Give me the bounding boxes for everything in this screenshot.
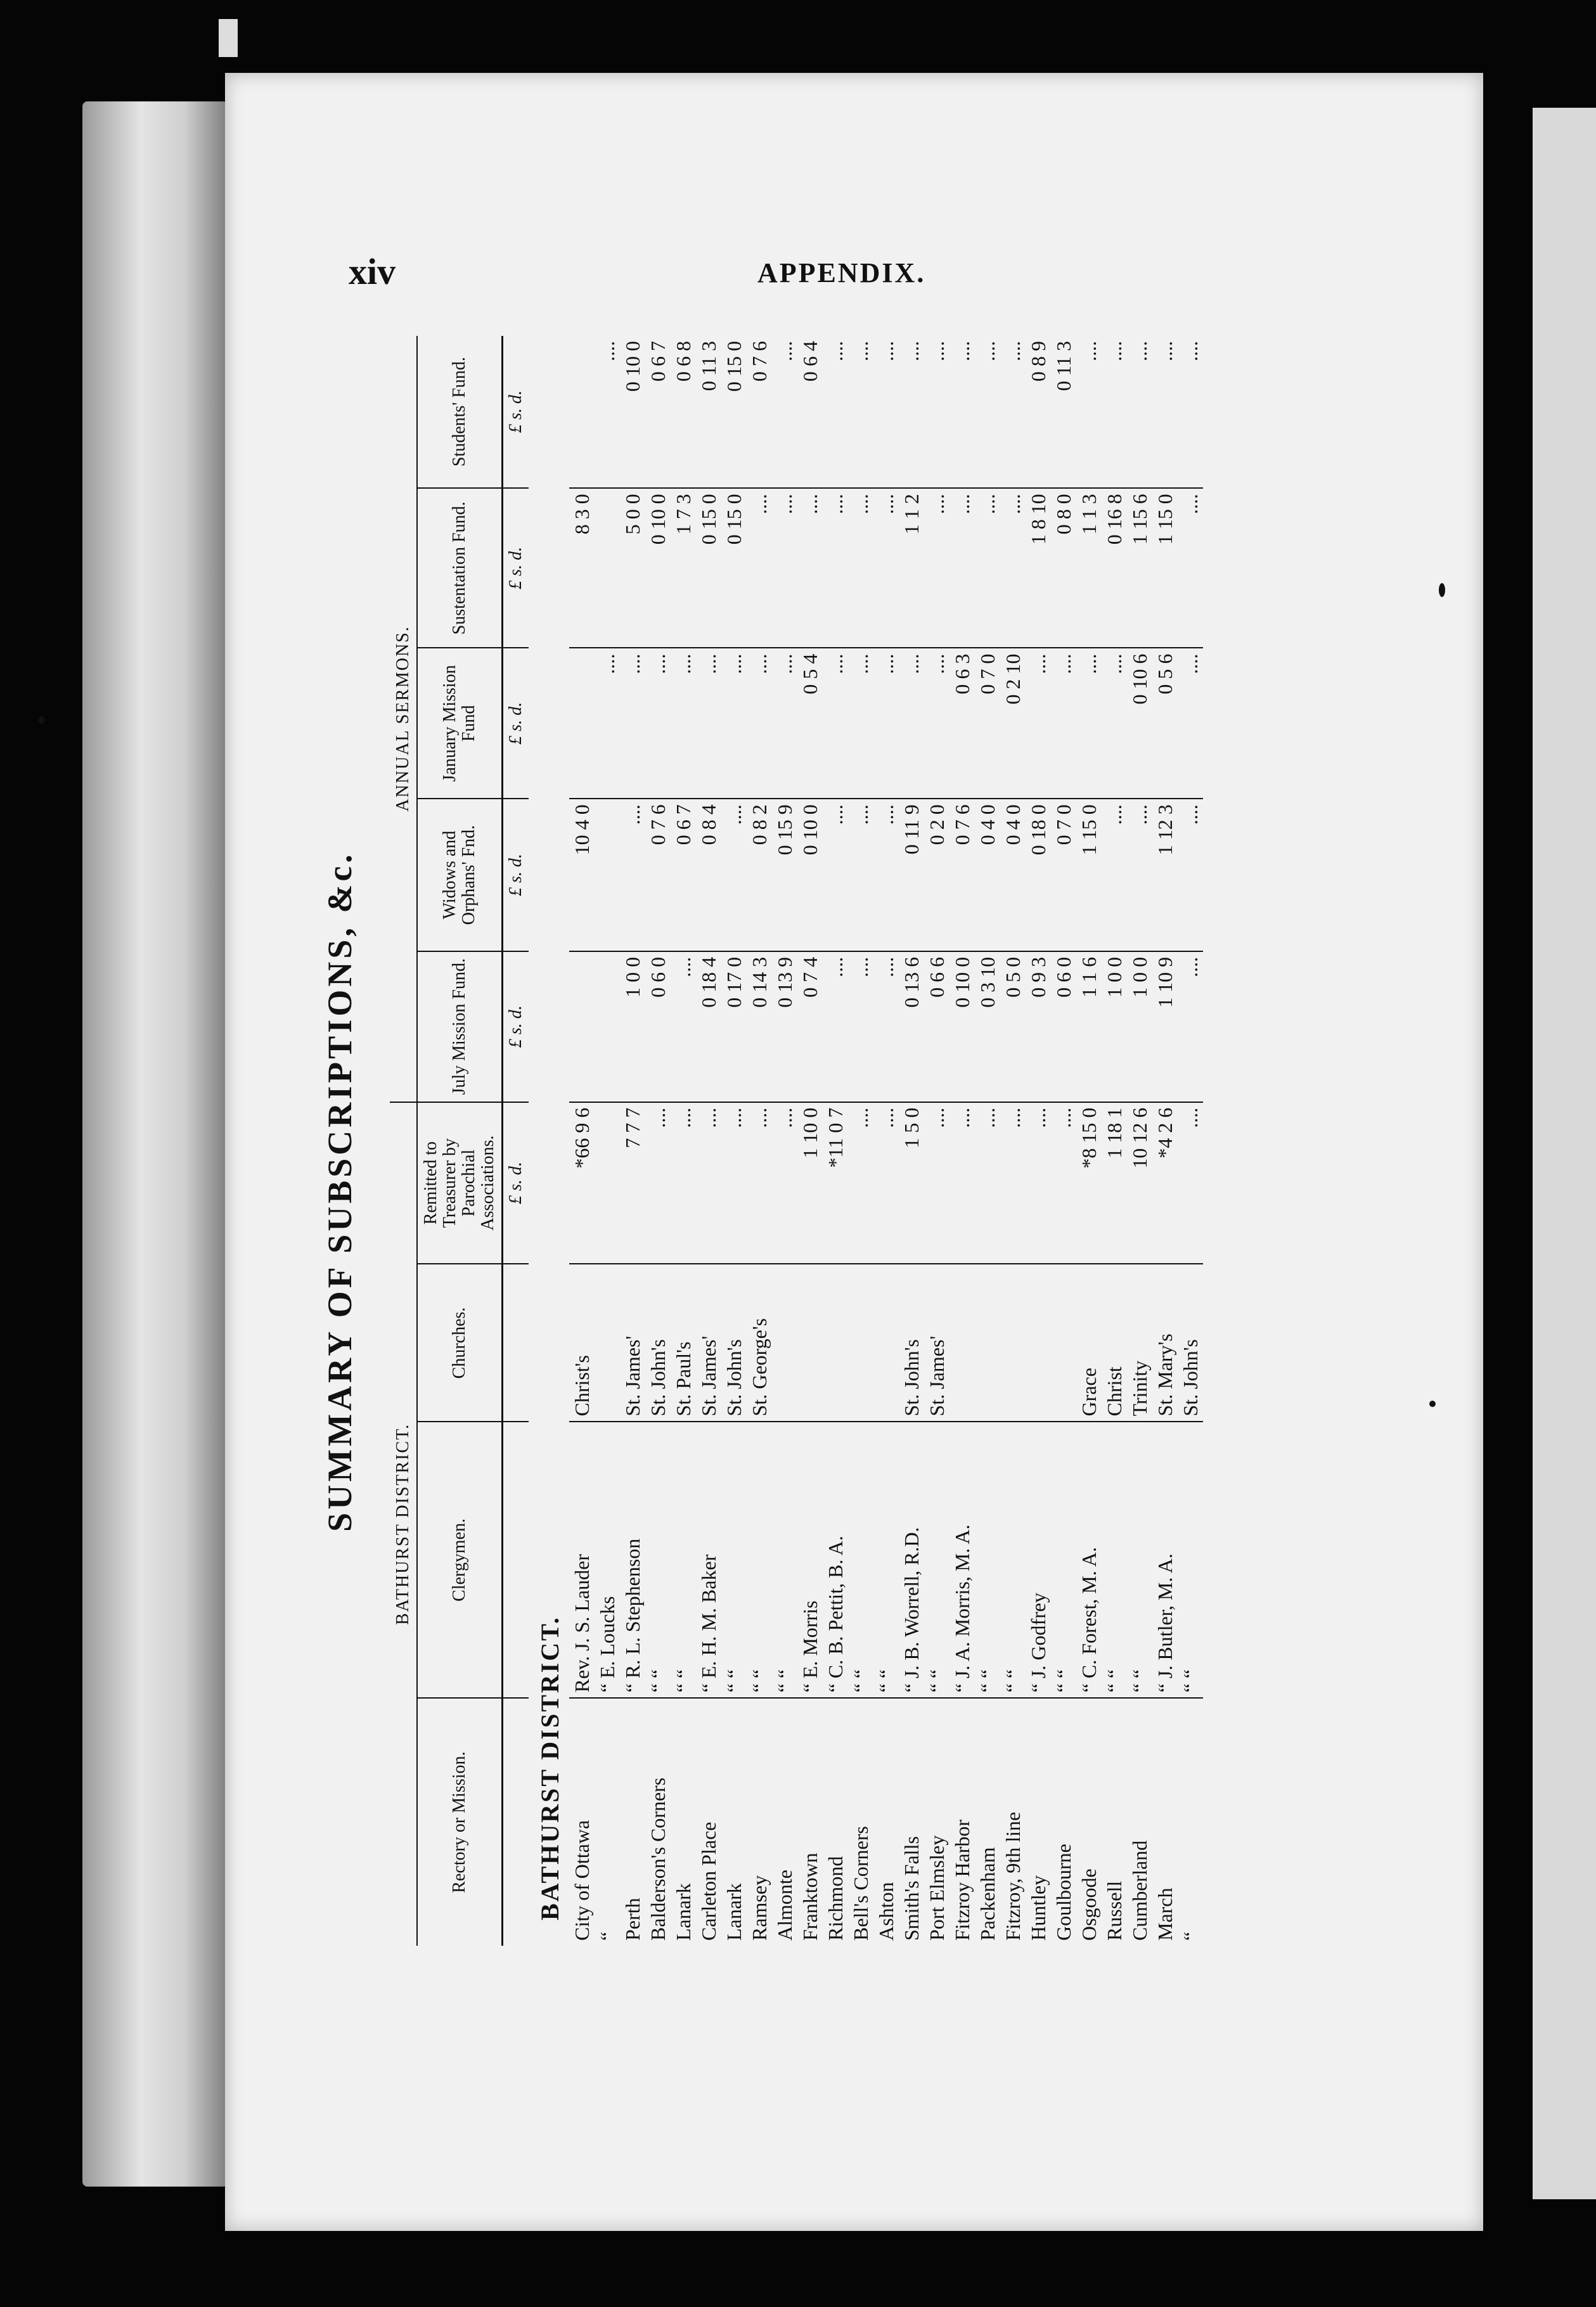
sustentation-fund-cell: .... [848, 488, 873, 648]
col-students: Students' Fund. [417, 336, 503, 488]
january-fund-cell: .... [620, 648, 645, 799]
students-fund-cell: 0 11 3 [1052, 341, 1075, 391]
january-fund-cell [569, 648, 595, 799]
clergyman-cell: “ E. Morris [797, 1422, 823, 1698]
sustentation-fund-cell: 0 15 0 [721, 488, 747, 648]
sustentation-fund-cell: 1 7 3 [671, 488, 696, 648]
units-july: £ s. d. [503, 951, 529, 1102]
table-row [949, 336, 975, 1946]
rectory-cell: Bell's Corners [848, 1698, 873, 1946]
widows-fund-cell: .... [823, 799, 848, 951]
church-cell [595, 1264, 620, 1422]
church-cell: Grace [1076, 1264, 1102, 1422]
clergyman-cell: “ C. Forest, M. A. [1076, 1422, 1102, 1698]
january-fund-cell: .... [1051, 648, 1076, 799]
students-fund-cell: .... [1154, 341, 1176, 361]
january-fund-cell: .... [772, 648, 797, 799]
remitted-cell: .... [671, 1102, 696, 1264]
january-fund-cell: .... [899, 648, 924, 799]
january-fund-cell: .... [823, 648, 848, 799]
church-cell [1000, 1264, 1026, 1422]
table-row [747, 336, 772, 1946]
rectory-cell: City of Ottawa [569, 1698, 595, 1946]
sustentation-fund-cell: 1 15 6 [1127, 488, 1152, 648]
widows-fund-cell: .... [721, 799, 747, 951]
sustentation-fund-cell: 5 0 0 [620, 488, 645, 648]
next-page-edge [1533, 108, 1596, 2199]
rotated-table-block [320, 336, 1296, 2047]
remitted-cell: .... [848, 1102, 873, 1264]
units-remitted: £ s. d. [503, 1102, 529, 1264]
july-fund-cell: 0 14 3 [747, 951, 772, 1102]
table-row [620, 336, 645, 1946]
clergyman-cell: “ J. B. Worrell, R.D. [899, 1422, 924, 1698]
church-cell: St. John's [721, 1264, 747, 1422]
table-row [1051, 336, 1076, 1946]
january-fund-cell: 0 7 0 [975, 648, 1000, 799]
students-fund-cell: 0 6 4 [799, 341, 821, 382]
students-fund-cell: 0 8 9 [1027, 341, 1050, 382]
remitted-cell: *8 15 0 [1076, 1102, 1102, 1264]
july-fund-cell: 0 3 10 [975, 951, 1000, 1102]
church-cell: St. John's [645, 1264, 671, 1422]
sustentation-fund-cell: .... [949, 488, 975, 648]
widows-fund-cell: 0 7 6 [645, 799, 671, 951]
students-fund-cell: .... [824, 341, 847, 361]
church-cell: St. James' [924, 1264, 949, 1422]
rectory-cell: Franktown [797, 1698, 823, 1946]
widows-fund-cell: 0 11 9 [899, 799, 924, 951]
rectory-cell: Huntley [1026, 1698, 1051, 1946]
january-fund-cell: .... [924, 648, 949, 799]
remitted-cell: .... [721, 1102, 747, 1264]
july-fund-cell: 0 7 4 [797, 951, 823, 1102]
table-row [848, 336, 873, 1946]
rectory-cell: Ramsey [747, 1698, 772, 1946]
remitted-cell: .... [747, 1102, 772, 1264]
widows-fund-cell: 0 10 0 [797, 799, 823, 951]
remitted-cell: .... [873, 1102, 899, 1264]
january-fund-cell: .... [873, 648, 899, 799]
clergyman-cell: “ E. H. M. Baker [696, 1422, 721, 1698]
remitted-cell: .... [975, 1102, 1000, 1264]
units-row [503, 336, 529, 1946]
church-cell: St. John's [899, 1264, 924, 1422]
rectory-cell: Ashton [873, 1698, 899, 1946]
students-fund-cell: .... [900, 341, 923, 361]
table-row [569, 336, 595, 1946]
church-cell: St. James' [620, 1264, 645, 1422]
clergyman-cell: “ J. A. Morris, M. A. [949, 1422, 975, 1698]
clergyman-cell: “ J. Butler, M. A. [1152, 1422, 1178, 1698]
remitted-cell: 1 10 0 [797, 1102, 823, 1264]
rectory-cell: Perth [620, 1698, 645, 1946]
church-cell: Christ [1102, 1264, 1127, 1422]
clergyman-cell: Rev. J. S. Lauder [569, 1422, 595, 1698]
table-row [873, 336, 899, 1946]
sustentation-fund-cell: 8 3 0 [569, 488, 595, 648]
clergyman-cell: “ “ [975, 1422, 1000, 1698]
rectory-cell: Goulbourne [1051, 1698, 1076, 1946]
church-cell [797, 1264, 823, 1422]
widows-fund-cell: 0 18 0 [1026, 799, 1051, 951]
january-fund-cell: .... [848, 648, 873, 799]
remitted-cell: .... [696, 1102, 721, 1264]
january-fund-cell: .... [1102, 648, 1127, 799]
ink-spot [38, 716, 44, 724]
remitted-cell: .... [924, 1102, 949, 1264]
sustentation-fund-cell: .... [747, 488, 772, 648]
rectory-cell: Port Elmsley [924, 1698, 949, 1946]
july-fund-cell: .... [848, 951, 873, 1102]
students-fund-cell: .... [976, 341, 999, 361]
table-title: SUMMARY OF SUBSCRIPTIONS, &c. [321, 851, 359, 1532]
church-cell [772, 1264, 797, 1422]
rectory-cell: “ [1178, 1698, 1203, 1946]
sustentation-fund-cell: .... [975, 488, 1000, 648]
july-fund-cell: 1 10 9 [1152, 951, 1178, 1102]
sustentation-fund-cell: 0 10 0 [645, 488, 671, 648]
remitted-cell: *4 2 6 [1152, 1102, 1178, 1264]
sustentation-fund-cell: 1 1 3 [1076, 488, 1102, 648]
ink-spot [1439, 583, 1445, 597]
july-fund-cell: 1 0 0 [1127, 951, 1152, 1102]
july-fund-cell: 0 13 9 [772, 951, 797, 1102]
remitted-cell [595, 1102, 620, 1264]
church-cell: St. George's [747, 1264, 772, 1422]
units-january: £ s. d. [503, 648, 529, 799]
page-number: xiv [349, 251, 396, 292]
table-row [924, 336, 949, 1946]
church-cell [949, 1264, 975, 1422]
col-sustentation: Sustentation Fund. [417, 488, 503, 648]
widows-fund-cell: 0 2 0 [924, 799, 949, 951]
church-cell [975, 1264, 1000, 1422]
january-fund-cell: 0 5 4 [797, 648, 823, 799]
students-fund-cell: .... [596, 341, 619, 361]
january-fund-cell: .... [1026, 648, 1051, 799]
widows-fund-cell: 10 4 0 [569, 799, 595, 951]
remitted-cell: 1 5 0 [899, 1102, 924, 1264]
district-row [529, 336, 569, 1946]
church-cell: Christ's [569, 1264, 595, 1422]
july-fund-cell: 0 9 3 [1026, 951, 1051, 1102]
clergyman-cell: “ “ [1102, 1422, 1127, 1698]
july-fund-cell: 0 13 6 [899, 951, 924, 1102]
widows-fund-cell: 0 6 7 [671, 799, 696, 951]
july-fund-cell: 0 10 0 [949, 951, 975, 1102]
january-fund-cell: .... [1178, 648, 1203, 799]
clergyman-cell: “ “ [645, 1422, 671, 1698]
students-fund-cell: .... [951, 341, 974, 361]
remitted-cell: 10 12 6 [1127, 1102, 1152, 1264]
col-clergymen: Clergymen. [417, 1422, 503, 1698]
rectory-cell: Osgoode [1076, 1698, 1102, 1946]
july-fund-cell: .... [823, 951, 848, 1102]
july-fund-cell: 0 17 0 [721, 951, 747, 1102]
clergyman-cell: “ J. Godfrey [1026, 1422, 1051, 1698]
remitted-cell: .... [645, 1102, 671, 1264]
table-row [1127, 336, 1152, 1946]
january-fund-cell: .... [747, 648, 772, 799]
rectory-cell: Lanark [721, 1698, 747, 1946]
january-fund-cell: 0 10 6 [1127, 648, 1152, 799]
july-fund-cell: 1 0 0 [620, 951, 645, 1102]
widows-fund-cell: 0 15 9 [772, 799, 797, 951]
table-row [772, 336, 797, 1946]
clergyman-cell: “ E. Loucks [595, 1422, 620, 1698]
widows-fund-cell: 1 15 0 [1076, 799, 1102, 951]
table-row [595, 336, 620, 1946]
binding-mark [219, 19, 238, 57]
rectory-cell: Smith's Falls [899, 1698, 924, 1946]
july-fund-cell: 0 6 6 [924, 951, 949, 1102]
widows-fund-cell: 0 8 4 [696, 799, 721, 951]
january-fund-cell: .... [595, 648, 620, 799]
widows-fund-cell: 0 4 0 [1000, 799, 1026, 951]
col-july: July Mission Fund. [417, 951, 503, 1102]
july-fund-cell: 0 6 0 [645, 951, 671, 1102]
july-fund-cell: .... [873, 951, 899, 1102]
church-cell [848, 1264, 873, 1422]
remitted-cell: 7 7 7 [620, 1102, 645, 1264]
july-fund-cell: .... [671, 951, 696, 1102]
widows-fund-cell: .... [873, 799, 899, 951]
church-cell: St. James' [696, 1264, 721, 1422]
rectory-cell: Lanark [671, 1698, 696, 1946]
students-fund-cell: .... [1128, 341, 1151, 361]
students-fund-cell: .... [849, 341, 872, 361]
remitted-cell: *11 0 7 [823, 1102, 848, 1264]
clergyman-cell: “ “ [1127, 1422, 1152, 1698]
rectory-cell: Packenham [975, 1698, 1000, 1946]
table-row [899, 336, 924, 1946]
january-fund-cell: .... [721, 648, 747, 799]
sustentation-fund-cell: .... [823, 488, 848, 648]
remitted-cell: .... [1051, 1102, 1076, 1264]
remitted-cell: .... [949, 1102, 975, 1264]
clergyman-cell: “ “ [772, 1422, 797, 1698]
widows-fund-cell: 0 8 2 [747, 799, 772, 951]
table-row [1076, 336, 1102, 1946]
column-header-row [417, 336, 503, 1946]
clergyman-cell: “ “ [671, 1422, 696, 1698]
church-cell: St. John's [1178, 1264, 1203, 1422]
units-sustentation: £ s. d. [503, 488, 529, 648]
january-fund-cell: .... [645, 648, 671, 799]
rectory-cell: Balderson's Corners [645, 1698, 671, 1946]
students-fund-cell: 0 6 7 [647, 341, 669, 382]
july-fund-cell: 0 18 4 [696, 951, 721, 1102]
remitted-cell: *66 9 6 [569, 1102, 595, 1264]
widows-fund-cell: .... [620, 799, 645, 951]
january-fund-cell: 0 2 10 [1000, 648, 1026, 799]
july-fund-cell: 0 6 0 [1051, 951, 1076, 1102]
january-fund-cell: 0 5 6 [1152, 648, 1178, 799]
remitted-cell: .... [1026, 1102, 1051, 1264]
church-cell [1051, 1264, 1076, 1422]
table-body [529, 336, 1203, 1946]
sustentation-fund-cell: .... [873, 488, 899, 648]
remitted-cell: .... [772, 1102, 797, 1264]
january-fund-cell: .... [671, 648, 696, 799]
units-widows: £ s. d. [503, 799, 529, 951]
students-fund-cell: 0 11 3 [697, 341, 720, 391]
col-widows: Widows and Orphans' Fnd. [417, 799, 503, 951]
remitted-cell: .... [1000, 1102, 1026, 1264]
january-fund-cell: .... [696, 648, 721, 799]
group-header-annual-sermons: ANNUAL SERMONS. [390, 336, 417, 1102]
sustentation-fund-cell: 1 1 2 [899, 488, 924, 648]
sustentation-fund-cell: .... [1000, 488, 1026, 648]
students-fund-cell: .... [1179, 341, 1202, 361]
students-fund-cell: 0 7 6 [748, 341, 771, 382]
july-fund-cell: 0 5 0 [1000, 951, 1026, 1102]
church-cell [823, 1264, 848, 1422]
clergyman-cell: “ “ [721, 1422, 747, 1698]
widows-fund-cell: 0 7 6 [949, 799, 975, 951]
sustentation-fund-cell: .... [924, 488, 949, 648]
sustentation-fund-cell: .... [1178, 488, 1203, 648]
students-fund-cell: .... [925, 341, 948, 361]
widows-fund-cell: 0 7 0 [1051, 799, 1076, 951]
clergyman-cell: “ “ [848, 1422, 873, 1698]
students-fund-cell: 0 15 0 [723, 341, 745, 392]
sustentation-fund-cell: .... [772, 488, 797, 648]
students-fund-cell: .... [773, 341, 796, 361]
widows-fund-cell: .... [1127, 799, 1152, 951]
clergyman-cell: “ “ [1000, 1422, 1026, 1698]
july-fund-cell: .... [1178, 951, 1203, 1102]
table-row [645, 336, 671, 1946]
table-row [797, 336, 823, 1946]
clergyman-cell: “ “ [1178, 1422, 1203, 1698]
clergyman-cell: “ “ [1051, 1422, 1076, 1698]
sustentation-fund-cell: 1 15 0 [1152, 488, 1178, 648]
table-row [823, 336, 848, 1946]
sustentation-fund-cell: .... [797, 488, 823, 648]
students-fund-cell [569, 336, 595, 488]
col-churches: Churches. [417, 1264, 503, 1422]
widows-fund-cell: 1 12 3 [1152, 799, 1178, 951]
widows-fund-cell: .... [1178, 799, 1203, 951]
ink-spot [1429, 1401, 1436, 1407]
table-row [1178, 336, 1203, 1946]
widows-fund-cell: .... [848, 799, 873, 951]
running-head: APPENDIX. [757, 257, 926, 288]
rectory-cell: Fitzroy, 9th line [1000, 1698, 1026, 1946]
students-fund-cell: .... [1103, 341, 1126, 361]
rectory-cell: Carleton Place [696, 1698, 721, 1946]
widows-fund-cell: .... [1102, 799, 1127, 951]
table-row [975, 336, 1000, 1946]
table-row [1102, 336, 1127, 1946]
rectory-cell: Fitzroy Harbor [949, 1698, 975, 1946]
table-row [1000, 336, 1026, 1946]
july-fund-cell: 1 1 6 [1076, 951, 1102, 1102]
church-cell: Trinity [1127, 1264, 1152, 1422]
students-fund-cell: 0 6 8 [672, 341, 695, 382]
sustentation-fund-cell: 1 8 10 [1026, 488, 1051, 648]
students-fund-cell: 0 10 0 [621, 341, 644, 392]
subscriptions-table [390, 336, 1203, 1946]
sustentation-fund-cell: 0 16 8 [1102, 488, 1127, 648]
january-fund-cell: 0 6 3 [949, 648, 975, 799]
students-fund-cell: .... [1001, 341, 1024, 361]
previous-page-edge [82, 101, 228, 2187]
rectory-cell: Richmond [823, 1698, 848, 1946]
church-cell: St. Mary's [1152, 1264, 1178, 1422]
table-row [1152, 336, 1178, 1946]
rectory-cell: Russell [1102, 1698, 1127, 1946]
table-row [721, 336, 747, 1946]
remitted-cell: 1 18 1 [1102, 1102, 1127, 1264]
rectory-cell: Cumberland [1127, 1698, 1152, 1946]
remitted-cell: .... [1178, 1102, 1203, 1264]
district-label: BATHURST DISTRICT. [536, 1616, 564, 1920]
church-cell [1026, 1264, 1051, 1422]
sustentation-fund-cell: 0 8 0 [1051, 488, 1076, 648]
clergyman-cell: “ R. L. Stephenson [620, 1422, 645, 1698]
widows-fund-cell [595, 799, 620, 951]
units-students: £ s. d. [506, 390, 525, 434]
church-cell: St. Paul's [671, 1264, 696, 1422]
clergyman-cell: “ “ [924, 1422, 949, 1698]
rectory-cell: “ [595, 1698, 620, 1946]
january-fund-cell: .... [1076, 648, 1102, 799]
table-row [696, 336, 721, 1946]
widows-fund-cell: 0 4 0 [975, 799, 1000, 951]
students-fund-cell: .... [1078, 341, 1100, 361]
group-header-row [390, 336, 417, 1946]
col-january: January Mission Fund [417, 648, 503, 799]
students-fund-cell: .... [875, 341, 898, 361]
church-cell [873, 1264, 899, 1422]
clergyman-cell: “ “ [747, 1422, 772, 1698]
sustentation-fund-cell [595, 488, 620, 648]
table-row [1026, 336, 1051, 1946]
july-fund-cell: 1 0 0 [1102, 951, 1127, 1102]
sustentation-fund-cell: 0 15 0 [696, 488, 721, 648]
july-fund-cell [569, 951, 595, 1102]
rectory-cell: March [1152, 1698, 1178, 1946]
col-rectory: Rectory or Mission. [417, 1698, 503, 1946]
group-header-bathurst: BATHURST DISTRICT. [390, 1102, 417, 1946]
rectory-cell: Almonte [772, 1698, 797, 1946]
clergyman-cell: “ C. B. Pettit, B. A. [823, 1422, 848, 1698]
july-fund-cell [595, 951, 620, 1102]
col-remitted: Remitted to Treasurer by Parochial Associations. [417, 1102, 503, 1264]
clergyman-cell: “ “ [873, 1422, 899, 1698]
table-row [671, 336, 696, 1946]
